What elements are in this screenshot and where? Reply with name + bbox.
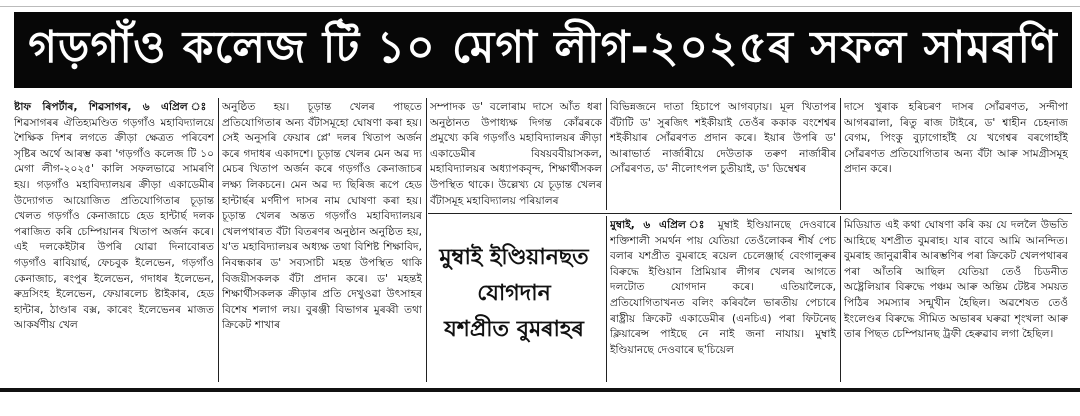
column-divider (840, 216, 841, 382)
top-rule (0, 0, 1080, 7)
column-divider (606, 216, 607, 382)
article1-col4-text: বিভিন্নজনে দাতা হিচাপে আগবঢ়ায়। মূল খিতাপৰ বঁটাটি ড' সুৰজিৎ শইকীয়াই তেওঁৰ ককাক বংশেশ্বৰ শইকীয়াৰ সোঁৱৰণত প্ৰদান কৰে। ইয়াৰ উপৰি ড' আৰাভাৰ্ত নাৰ্জাৰীয়ে দেউতাক তৰুণ নাৰ্জাৰীৰ সোঁৱৰণত, ড' নীলোৎপল চুতীয়াই, ড' ডিম্বেশ্বৰ (610, 101, 836, 176)
article1-column-3 (430, 100, 602, 210)
bottom-rule (0, 388, 1080, 392)
article1-column-1 (14, 100, 214, 382)
article1-column-5 (844, 100, 1068, 210)
page-headline: গড়গাঁও কলেজ টি ১০ মেগা লীগ-২০২৫ৰ সফল সামৰণি (28, 21, 1058, 73)
article1-col1-text: শিৱসাগৰৰ ঐতিহ্যমণ্ডিত গড়গাঁও মহাবিদ্যালয়ে শৈক্ষিক দিশৰ লগতে ক্ৰীড়া ক্ষেত্ৰত পৰিবেশ সৃষ্টিৰ অৰ্থে আৰম্ভ কৰা 'গড়গাঁও কলেজ টি ১০ মেগা লীগ-২০২৫' কালি সফলভাৱে সামৰণি হয়। গড়গাঁও মহাবিদ্যালয়ৰ ক্ৰীড়া একাডেমীৰ উদ্যোগত আয়োজিত প্ৰতিযোগিতাৰ চূড়ান্ত খেলত গড়গাঁও কেনাজাচে হেড হান্টাৰ্ছ দলক পৰাজিত কৰি চেম্পিয়ানৰ খিতাপ অৰ্জন কৰে। এই দলকেইটাৰ উপৰি যোৱা দিনাবোৰত গড়গাঁও ৰাবিয়াৰ্ছ, ফেচবুক ইলেভেন, গড়গাঁও কেনাজাচ, ৰংপুৰ ইলেভেন, গদাধৰ ইলেভেন, ৰুদ্ৰসিংহ ইলেভেন, ফেয়াৰলেচ ষ্টাইকাৰ, হেড হান্টাৰ, ঠাণ্ডাৰ বক্স, কাৰেং ইলেভেনৰ মাজত আকৰ্ষণীয় খেল (14, 116, 214, 332)
section-divider (428, 213, 1072, 214)
article1-column-4 (610, 100, 836, 210)
column-divider (606, 98, 607, 210)
column-divider (218, 98, 219, 382)
headline-banner (14, 12, 1072, 88)
article1-byline: ষ্টাফ ৰিপৰ্টাৰ, শিৱসাগৰ, ৬ এপ্ৰিল ঃ (14, 101, 214, 113)
article2-col1-text: মুম্বাই ইণ্ডিয়ানছে দেওবাৰে শক্তিশালী সমৰ্থন পায় যেতিয়া তেওঁলোকৰ শীৰ্ষ পেচ বলাৰ যশপ্ৰীত বুমৰাহে ৰয়েল চেলেঞ্জাৰ্ছ বেংগালুৰুৰ বিৰুদ্ধে ইণ্ডিয়ান প্ৰিমিয়াৰ লীগৰ খেলৰ আগতে দলটোত যোগদান কৰে। এতিয়ালৈকে, প্ৰতিযোগিতাখনত বলিং কৰিবলৈ ভাৰতীয় পেচাৰে ৰাষ্ট্ৰীয় ক্ৰিকেট একাডেমীৰ (এনচিএ) পৰা ফিটনেছ ক্লিয়াৰেন্স পাইছে নে নাই জনা নাযায়। মুম্বাই ইণ্ডিয়ানছে দেওবাৰে ছ'চিয়েল (610, 219, 836, 356)
article2-headline-line: যশপ্ৰীত বুমৰাহৰ (444, 317, 584, 342)
article2-column-2 (844, 218, 1068, 382)
article2-col2-text: মিডিয়াত এই কথা ঘোষণা কৰি কয় যে দললৈ উভতি আহিছে যশপ্ৰীত বুমৰাহ। যাৰ বাবে আমি আনন্দিত। বুমৰাহ জানুৱাৰীৰ আৰম্ভণিৰ পৰা ক্ৰিকেট খেলপথাৰৰ পৰা আঁতৰি আছিল যেতিয়া তেওঁ চিডনীত অষ্ট্ৰেলিয়াৰ বিৰুদ্ধে পঞ্চম আৰু অন্তিম টেষ্টৰ সময়ত পিঠিৰ সমস্যাৰ সন্মুখীন হৈছিল। অৱশেষত তেওঁ ইংলেণ্ডৰ বিৰুদ্ধে সীমিত অভাৰৰ ঘৰুৱা শৃংখলা আৰু তাৰ পিছত চেম্পিয়ানছ ট্ৰফী হেৰুৱাব লগা হৈছিল। (844, 219, 1068, 341)
article2-headline-line: মুম্বাই ইণ্ডিয়ানছত (439, 245, 589, 270)
article1-col3-text: সম্পাদক ড' বলোৰাম দাসে আঁত ধৰা অনুষ্ঠানত উপাধ্যক্ষ দিগন্ত কোঁৱৰকে প্ৰমুখ্যে কৰি গড়গাঁও মহাবিদ্যালয়ৰ ক্ৰীড়া একাডেমীৰ বিষয়ববীয়াসকল, মহাবিদ্যালয়ৰ অধ্যাপকবৃন্দ, শিক্ষাৰ্থীসকল উপস্থিত থাকে। উল্লেখ্য যে চূড়ান্ত খেলৰ বঁটাসমূহ মহাবিদ্যালয় পৰিয়ালৰ (430, 101, 602, 207)
column-divider (426, 98, 427, 382)
article2-headline-line: যোগদান (477, 281, 551, 306)
article2-headline (428, 220, 600, 368)
article2-byline: মুম্বাই, ৬ এপ্ৰিল ঃ (610, 219, 710, 231)
column-divider (840, 98, 841, 210)
article1-column-2 (222, 100, 422, 382)
article1-col5-text: দাসে খুৰাক হৰিচৰণ দাসৰ সোঁৱৰণত, সন্দীপা আগৰৱালা, ৰিতু ৰাজ টাইৰে, ড' শ্বাহীন চেহনাজ বেগম, পিংকু বুঢ়াগোহাঁই যে খগেশ্বৰ বৰগোহাঁই সোঁৱৰণত প্ৰতিযোগিতাৰ অন্য বঁটা আৰু সামগ্ৰীসমূহ প্ৰদান কৰে। (844, 101, 1068, 176)
article1-col2-text: অনুষ্ঠিত হয়। চূড়ান্ত খেলৰ পাছতে প্ৰতিযোগিতাৰ অন্য বঁটাসমূহো ঘোষণা কৰা হয়। সেই অনুসৰি ফেয়াৰ প্লে' দলৰ খিতাপ অৰ্জন কৰে গদাধৰ একাদশে। চূড়ান্ত খেলৰ মেন অৱ দ্য মেচৰ খিতাপ অৰ্জন কৰে গড়গাঁও কেনাজাচৰ লক্ষ্য লিকচনে। মেন অৱ দ্য ছিৰিজ ৰূপে হেড হান্টাৰ্ছৰ মৰ্ণদীপ দাসৰ নাম ঘোষণা কৰা হয়। চূড়ান্ত খেলৰ অন্তত গড়গাঁও মহাবিদ্যালয়ৰ খেলপথাৰত বঁটা বিতৰণৰ অনুষ্ঠান অনুষ্ঠিত হয়, য'ত মহাবিদ্যালয়ৰ অধ্যক্ষ তথা বিশিষ্ট শিক্ষাবিদ, নিবন্ধকাৰ ড' সব্যসাচী মহন্ত উপস্থিত থাকি বিজয়ীসকলক বঁটা প্ৰদান কৰে। ড' মহন্তই শিক্ষাৰ্থীসকলক ক্ৰীড়াৰ প্ৰতি দেখুওৱা উৎসাহৰ বিশেষ শলাগ লয়। বুৰঞ্জী বিভাগৰ মুৰব্বী তথা ক্ৰিকেট শাখাৰ (222, 101, 422, 332)
article2-column-1 (610, 218, 836, 382)
